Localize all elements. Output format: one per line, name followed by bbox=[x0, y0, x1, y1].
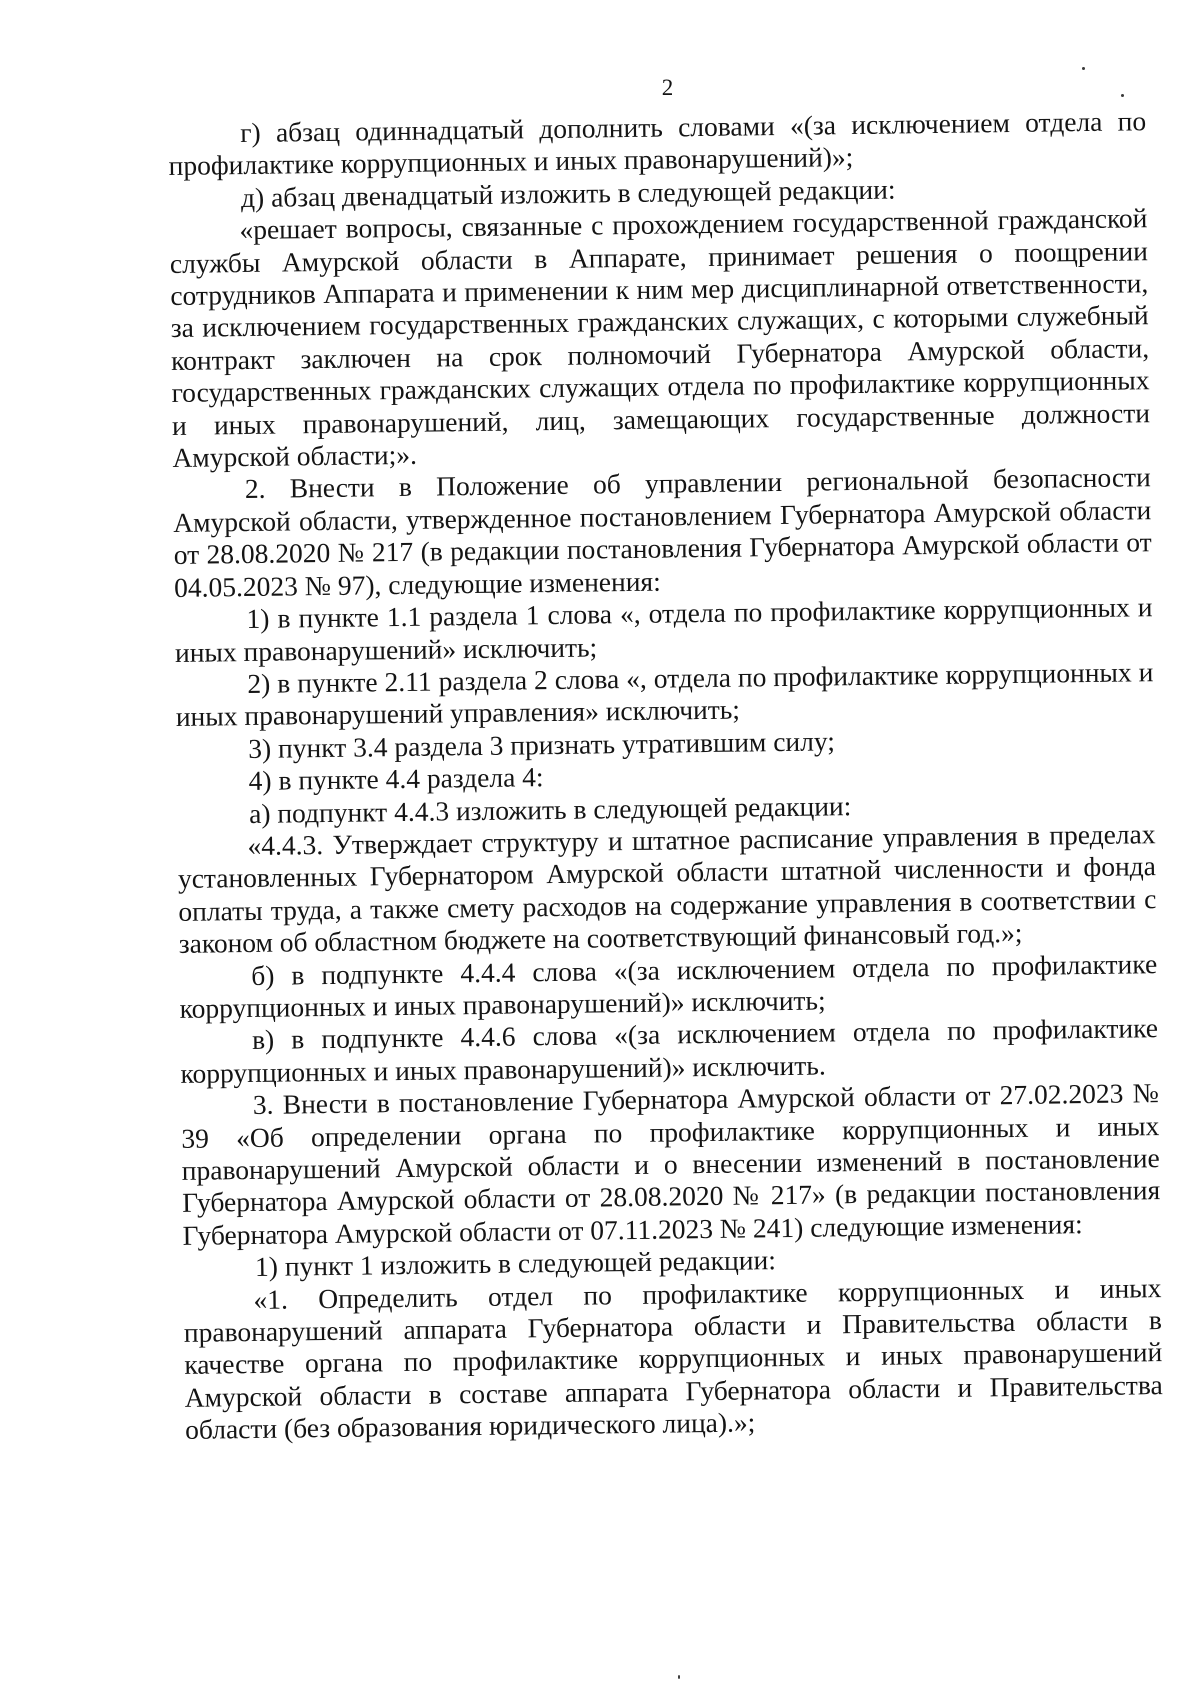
paragraph-quoted-item-1: «1. Определить отдел по профилактике коррупционных и иных правонарушений аппарата Губернатора области и Правительства области в качестве органа по профилактике коррупционных и иных правонарушений Амурской области в составе аппарата Губернатора области и Правительства области (без образования юридического лица).»; bbox=[183, 1271, 1163, 1446]
paragraph-item-2-4-a: а) подпункт 4.4.3 изложить в следующей редакции: bbox=[248, 789, 852, 829]
scan-speck bbox=[1121, 94, 1124, 97]
paragraph-item-3: 3. Внести в постановление Губернатора Амурской области от 27.02.2023 № 39 «Об определении органа по профилактике коррупционных и иных правонарушений Амурской области и о внесении изменений в постановление Губернатора Амурской области от 28.08.2020 № 217» (в редакции постановления Губернатора Амурской области от 07.11.2023 № 241) следующие изменения: bbox=[181, 1077, 1161, 1251]
paragraph-item-2-3: 3) пункт 3.4 раздела 3 признать утратившим силу; bbox=[248, 725, 836, 764]
paragraph-item-2-2: 2) в пункте 2.11 раздела 2 слова «, отдела по профилактике коррупционных и иных правонарушений управления» исключить; bbox=[175, 656, 1154, 733]
paragraph-item-3-1: 1) пункт 1 изложить в следующей редакции: bbox=[254, 1244, 777, 1283]
paragraph-item-2-4: 4) в пункте 4.4 раздела 4: bbox=[248, 761, 544, 797]
document-body bbox=[168, 105, 1163, 1446]
paragraph-d-amend-paragraph-12: д) абзац двенадцатый изложить в следующей редакции: bbox=[240, 173, 896, 213]
paragraph-quoted-4-4-3: «4.4.3. Утверждает структуру и штатное расписание управления в пределах установленных Губернатором Амурской области штатной численности и фонда оплаты труда, а также смету расходов на содержание управления в соответствии с законом об областном бюджете на соответствующий финансовый год.»; bbox=[177, 818, 1157, 960]
scan-speck bbox=[1082, 67, 1085, 70]
paragraph-item-2-4-b: б) в подпункте 4.4.4 слова «(за исключением отдела по профилактике коррупционных и иных правонарушений)» исключить; bbox=[179, 947, 1158, 1024]
paragraph-quoted-new-text-12: «решает вопросы, связанные с прохождением государственной гражданской службы Амурской области в Аппарате, принимает решения о поощрении сотрудников Аппарата и применении к ним мер дисциплинарной ответственности, за исключением государственных гражданских служащих, с которыми служебный контракт заключен на срок полномочий Губернатора Амурской области, государственных гражданских служащих отдела по профилактике коррупционных и иных правонарушений, лиц, замещающих государственные должности Амурской области;». bbox=[169, 202, 1151, 474]
paragraph-item-2: 2. Внести в Положение об управлении региональной безопасности Амурской области, утвержденное постановлением Губернатора Амурской области от 28.08.2020 № 217 (в редакции постановления Губернатора Амурской области от 04.05.2023 № 97), следующие изменения: bbox=[173, 461, 1152, 603]
paragraph-item-2-4-v: в) в подпункте 4.4.6 слова «(за исключением отдела по профилактике коррупционных и иных правонарушений)» исключить. bbox=[180, 1012, 1159, 1089]
page-number: 2 bbox=[661, 75, 674, 100]
paragraph-item-2-1: 1) в пункте 1.1 раздела 1 слова «, отдела по профилактике коррупционных и иных правонарушений» исключить; bbox=[174, 591, 1153, 668]
paragraph-g-amend-paragraph-11: г) абзац одиннадцатый дополнить словами «(за исключением отдела по профилактике коррупционных и иных правонарушений)»; bbox=[168, 105, 1147, 182]
scan-speck bbox=[678, 1675, 680, 1679]
